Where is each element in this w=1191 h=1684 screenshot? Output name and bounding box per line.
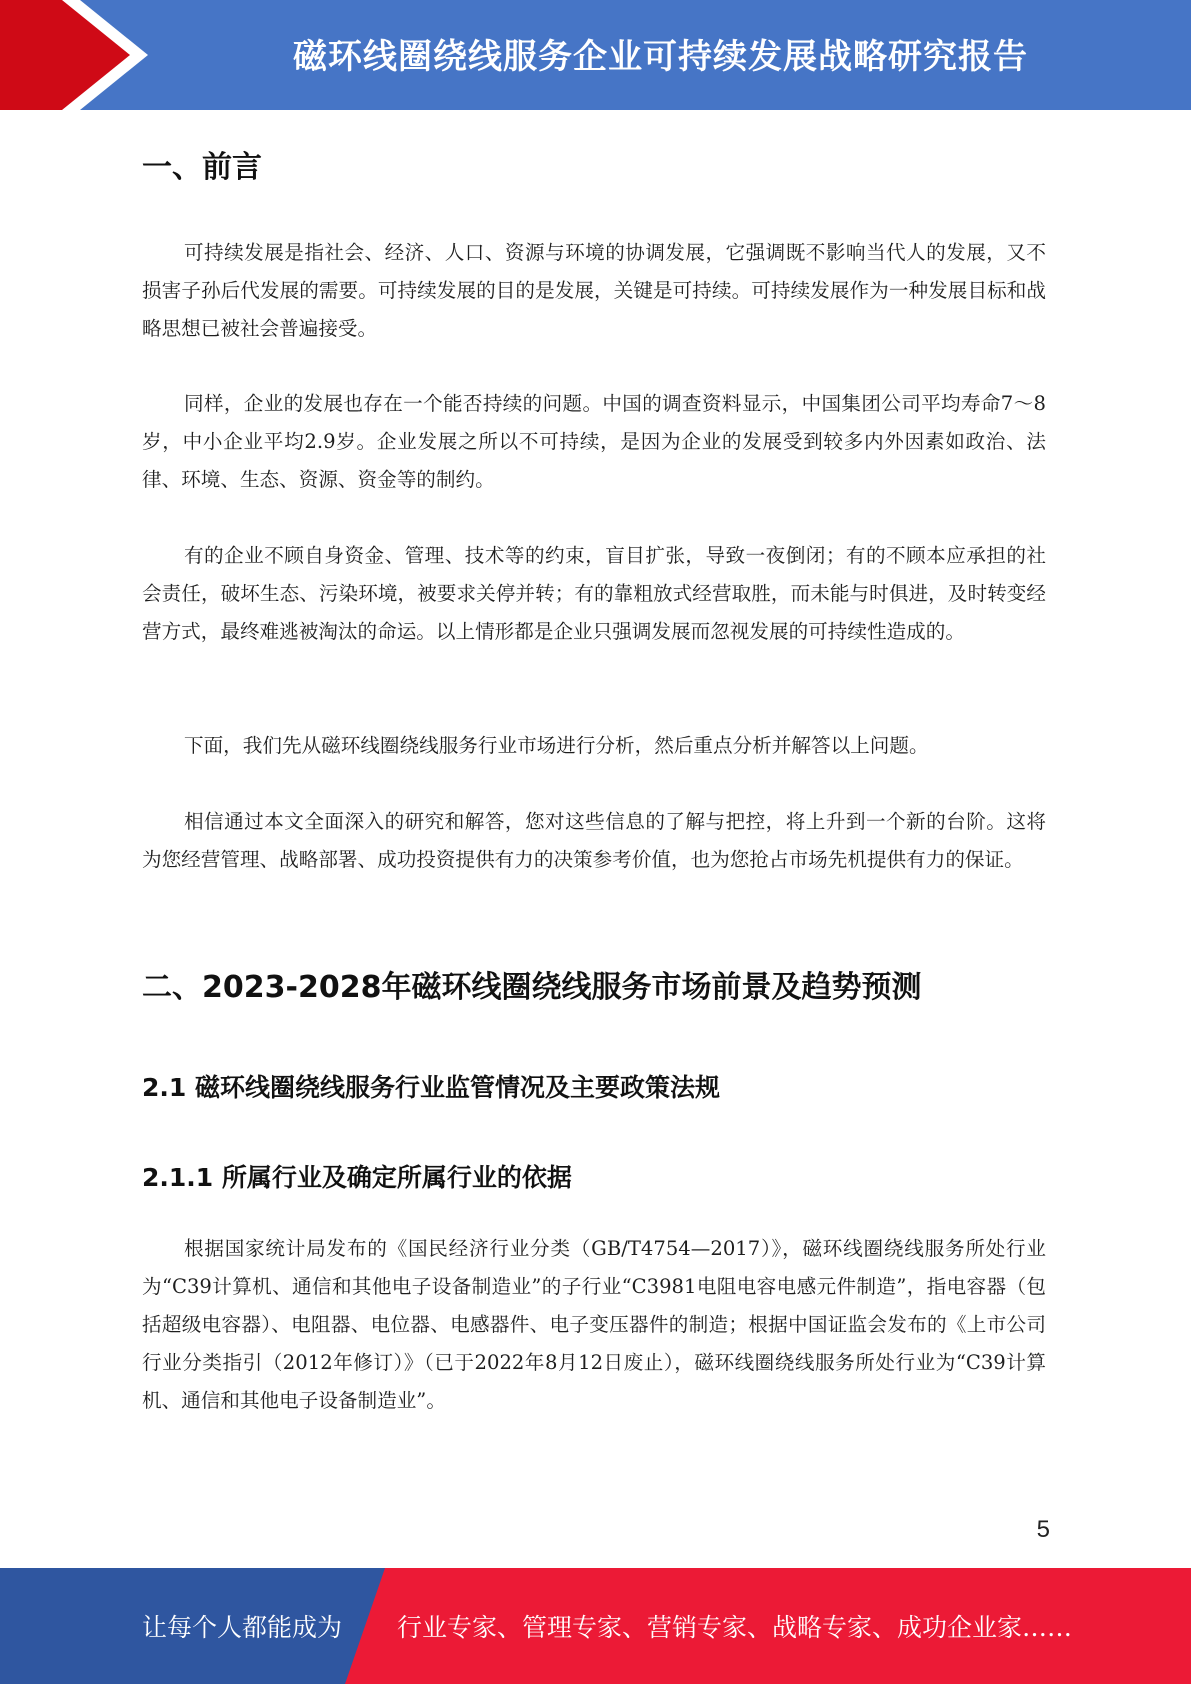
preface-paragraph-2: 同样，企业的发展也存在一个能否持续的问题。中国的调查资料显示，中国集团公司平均寿命7～8岁，中小企业平均2.9岁。企业发展之所以不可持续，是因为企业的发展受到较多内外因素如政治、法律、环境、生态、资源、资金等的制约。: [142, 392, 1046, 491]
page-footer: [0, 1568, 1191, 1684]
section-heading-preface: 一、前言: [142, 150, 262, 185]
subsection-heading-2-1: 2.1 磁环线圈绕线服务行业监管情况及主要政策法规: [142, 1073, 720, 1102]
industry-classification-paragraph: 根据国家统计局发布的《国民经济行业分类（GB/T4754—2017）》，磁环线圈绕线服务所处行业为“C39计算机、通信和其他电子设备制造业”的子行业“C3981电阻电容电感元件制造”，指电容器（包括超级电容器）、电阻器、电位器、电感器件、电子变压器件的制造；根据中国证监会发布的《上市公司行业分类指引（2012年修订）》（已于2022年8月12日废止），磁环线圈绕线服务所处行业为“C39计算机、通信和其他电子设备制造业”。: [142, 1237, 1046, 1412]
preface-paragraph-5: 相信通过本文全面深入的研究和解答，您对这些信息的了解与把控，将上升到一个新的台阶。这将为您经营管理、战略部署、成功投资提供有力的决策参考价值，也为您抢占市场先机提供有力的保证。: [142, 810, 1046, 871]
page-number: 5: [1036, 1516, 1050, 1543]
preface-paragraph-3: 有的企业不顾自身资金、管理、技术等的约束，盲目扩张，导致一夜倒闭；有的不顾本应承担的社会责任，破坏生态、污染环境，被要求关停并转；有的靠粗放式经营取胜，而未能与时俱进，及时转变经营方式，最终难逃被淘汰的命运。以上情形都是企业只强调发展而忽视发展的可持续性造成的。: [142, 544, 1046, 643]
report-title: 磁环线圈绕线服务企业可持续发展战略研究报告: [293, 36, 1028, 77]
page-header: [0, 0, 1191, 110]
subsection-heading-2-1-1: 2.1.1 所属行业及确定所属行业的依据: [142, 1163, 572, 1192]
preface-paragraph-1: 可持续发展是指社会、经济、人口、资源与环境的协调发展，它强调既不影响当代人的发展，又不损害子孙后代发展的需要。可持续发展的目的是发展，关键是可持续。可持续发展作为一种发展目标和战略思想已被社会普遍接受。: [142, 241, 1046, 340]
footer-slogan-left: 让每个人都能成为: [142, 1613, 343, 1642]
preface-paragraph-4: 下面，我们先从磁环线圈绕线服务行业市场进行分析，然后重点分析并解答以上问题。: [184, 734, 929, 757]
footer-slogan-right: 行业专家、管理专家、营销专家、战略专家、成功企业家……: [397, 1613, 1073, 1642]
header-chevron-decoration: [0, 0, 160, 110]
section-heading-forecast: 二、2023-2028年磁环线圈绕线服务市场前景及趋势预测: [142, 970, 922, 1005]
